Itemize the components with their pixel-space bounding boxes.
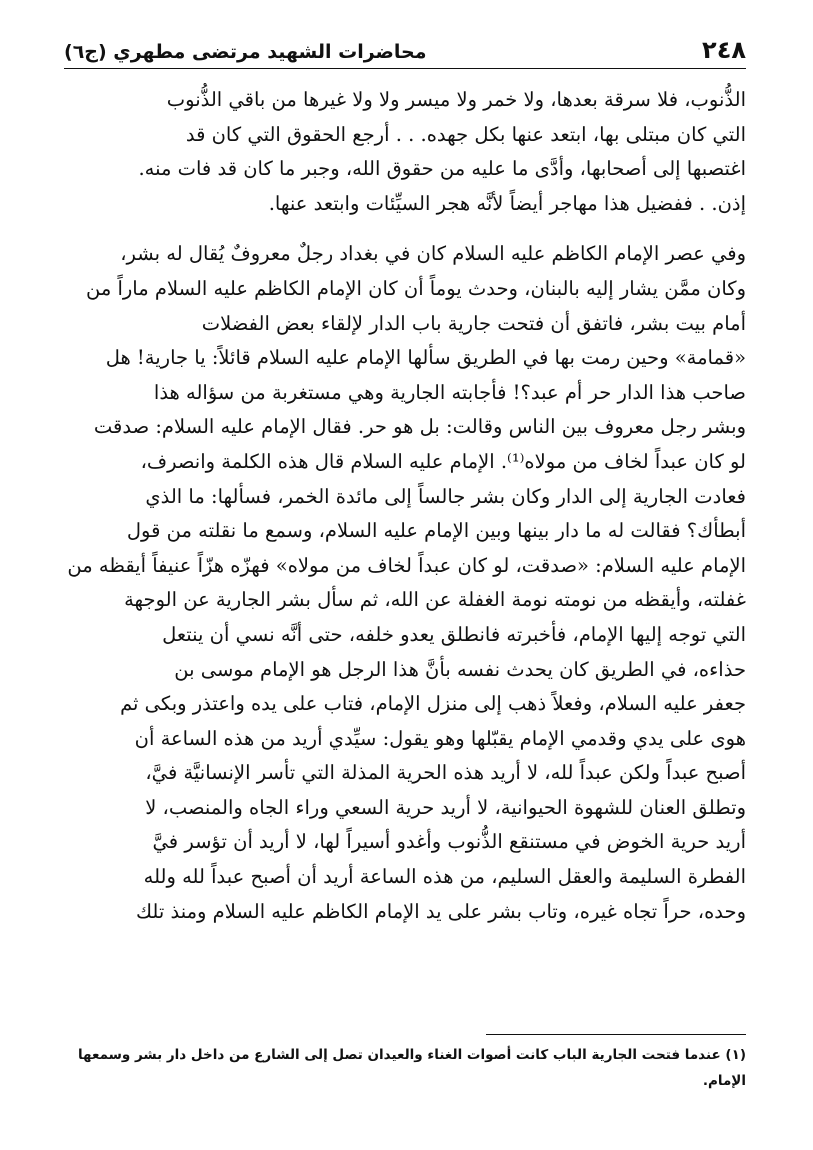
text-line: جعفر عليه السلام، وفعلاً ذهب إلى منزل الإمام، فتاب على يده واعتذر وبكى ثم (120, 692, 746, 716)
text-line: «قمامة» وحين رمت بها في الطريق سألها الإمام عليه السلام قائلاً: يا جارية! هل (105, 346, 746, 370)
text-line: أريد حرية الخوض في مستنقع الذُّنوب وأغدو أسيراً لها، لا أريد أن تؤسر فيَّ (152, 830, 746, 854)
text-line: أمام بيت بشر، فاتفق أن فتحت جارية باب الدار لإلقاء بعض الفضلات (201, 311, 746, 335)
text-line: فعادت الجارية إلى الدار وكان بشر جالساً إلى مائدة الخمر، فسألها: ما الذي (145, 484, 746, 508)
text-line: الفطرة السليمة والعقل السليم، من هذه الساعة أريد أن أصبح عبداً لله ولله (143, 865, 746, 889)
page-header (64, 28, 746, 69)
text-line: لو كان عبداً لخاف من مولاه⁽¹⁾. الإمام عليه السلام قال هذه الكلمة وانصرف، (140, 449, 746, 473)
text-line: إذن. . ففضيل هذا مهاجر أيضاً لأنَّه هجر السيِّئات وابتعد عنها. (268, 191, 746, 215)
text-line: وحده، حراً تجاه غيره، وتاب بشر على يد الإمام الكاظم عليه السلام ومنذ تلك (135, 899, 746, 923)
text-line: هوى على يدي وقدمي الإمام يقبّلها وهو يقول: سيِّدي أريد من هذه الساعة أن (134, 726, 746, 750)
text-line: الذُّنوب، فلا سرقة بعدها، ولا خمر ولا ميسر ولا ولا غيرها من باقي الذُّنوب (166, 88, 746, 111)
text-line: وبشر رجل معروف بين الناس وقالت: بل هو حر. فقال الإمام عليه السلام: صدقت (93, 415, 746, 439)
page-number: ٢٤٨ (702, 36, 746, 64)
text-line: الإمام عليه السلام: «صدقت، لو كان عبداً لخاف من مولاه» فهزّه هزّاً عنيفاً أيقظه من (67, 553, 746, 577)
footnote (64, 1042, 746, 1094)
text-line: اغتصبها إلى أصحابها، وأدَّى ما عليه من حقوق الله، وجبر ما كان قد فات منه. (138, 157, 746, 181)
running-title: محاضرات الشهيد مرتضى مطهري (ج٦) (64, 41, 427, 63)
text-line: صاحب هذا الدار حر أم عبد؟! فأجابته الجارية وهي مستغربة من سؤاله هذا (153, 380, 746, 404)
text-line: وتطلق العنان للشهوة الحيوانية، لا أريد حرية السعي وراء الجاه والمنصب، لا (145, 795, 746, 819)
text-line: حذاءه، في الطريق كان يحدث نفسه بأنَّ هذا الرجل هو الإمام موسى بن (174, 657, 746, 681)
footnote-line: الإمام. (702, 1073, 746, 1089)
footnote-divider (486, 1034, 746, 1035)
text-line: أبطأك؟ فقالت له ما دار بينها وبين الإمام عليه السلام، وسمع ما نقلته من قول (126, 519, 746, 543)
footnote-line: (١) عندما فتحت الجارية الباب كانت أصوات الغناء والعيدان تصل إلى الشارع من داخل دار بشر وسمعها (77, 1047, 746, 1063)
text-line: غفلته، وأيقظه من نومته نومة الغفلة عن الله، ثم سأل بشر الجارية عن الوجهة (124, 588, 746, 612)
text-line: أصبح عبداً ولكن عبداً لله، لا أريد هذه الحرية المذلة التي تأسر الإنسانيَّة فيَّ، (145, 761, 746, 785)
book-page (64, 28, 746, 1128)
body-text (64, 83, 746, 929)
text-line: التي توجه إليها الإمام، فأخبرته فانطلق يعدو خلفه، حتى أنَّه نسي أن ينتعل (162, 622, 746, 646)
paragraph-2 (64, 237, 746, 929)
text-line: وفي عصر الإمام الكاظم عليه السلام كان في بغداد رجلٌ معروفٌ يُقال له بشر، (120, 242, 746, 266)
text-line: وكان ممَّن يشار إليه بالبنان، وحدث يوماً أن كان الإمام الكاظم عليه السلام ماراً من (85, 276, 746, 300)
paragraph-1 (64, 83, 746, 221)
text-line: التي كان مبتلى بها، ابتعد عنها بكل جهده. . . أرجع الحقوق التي كان قد (185, 122, 746, 146)
